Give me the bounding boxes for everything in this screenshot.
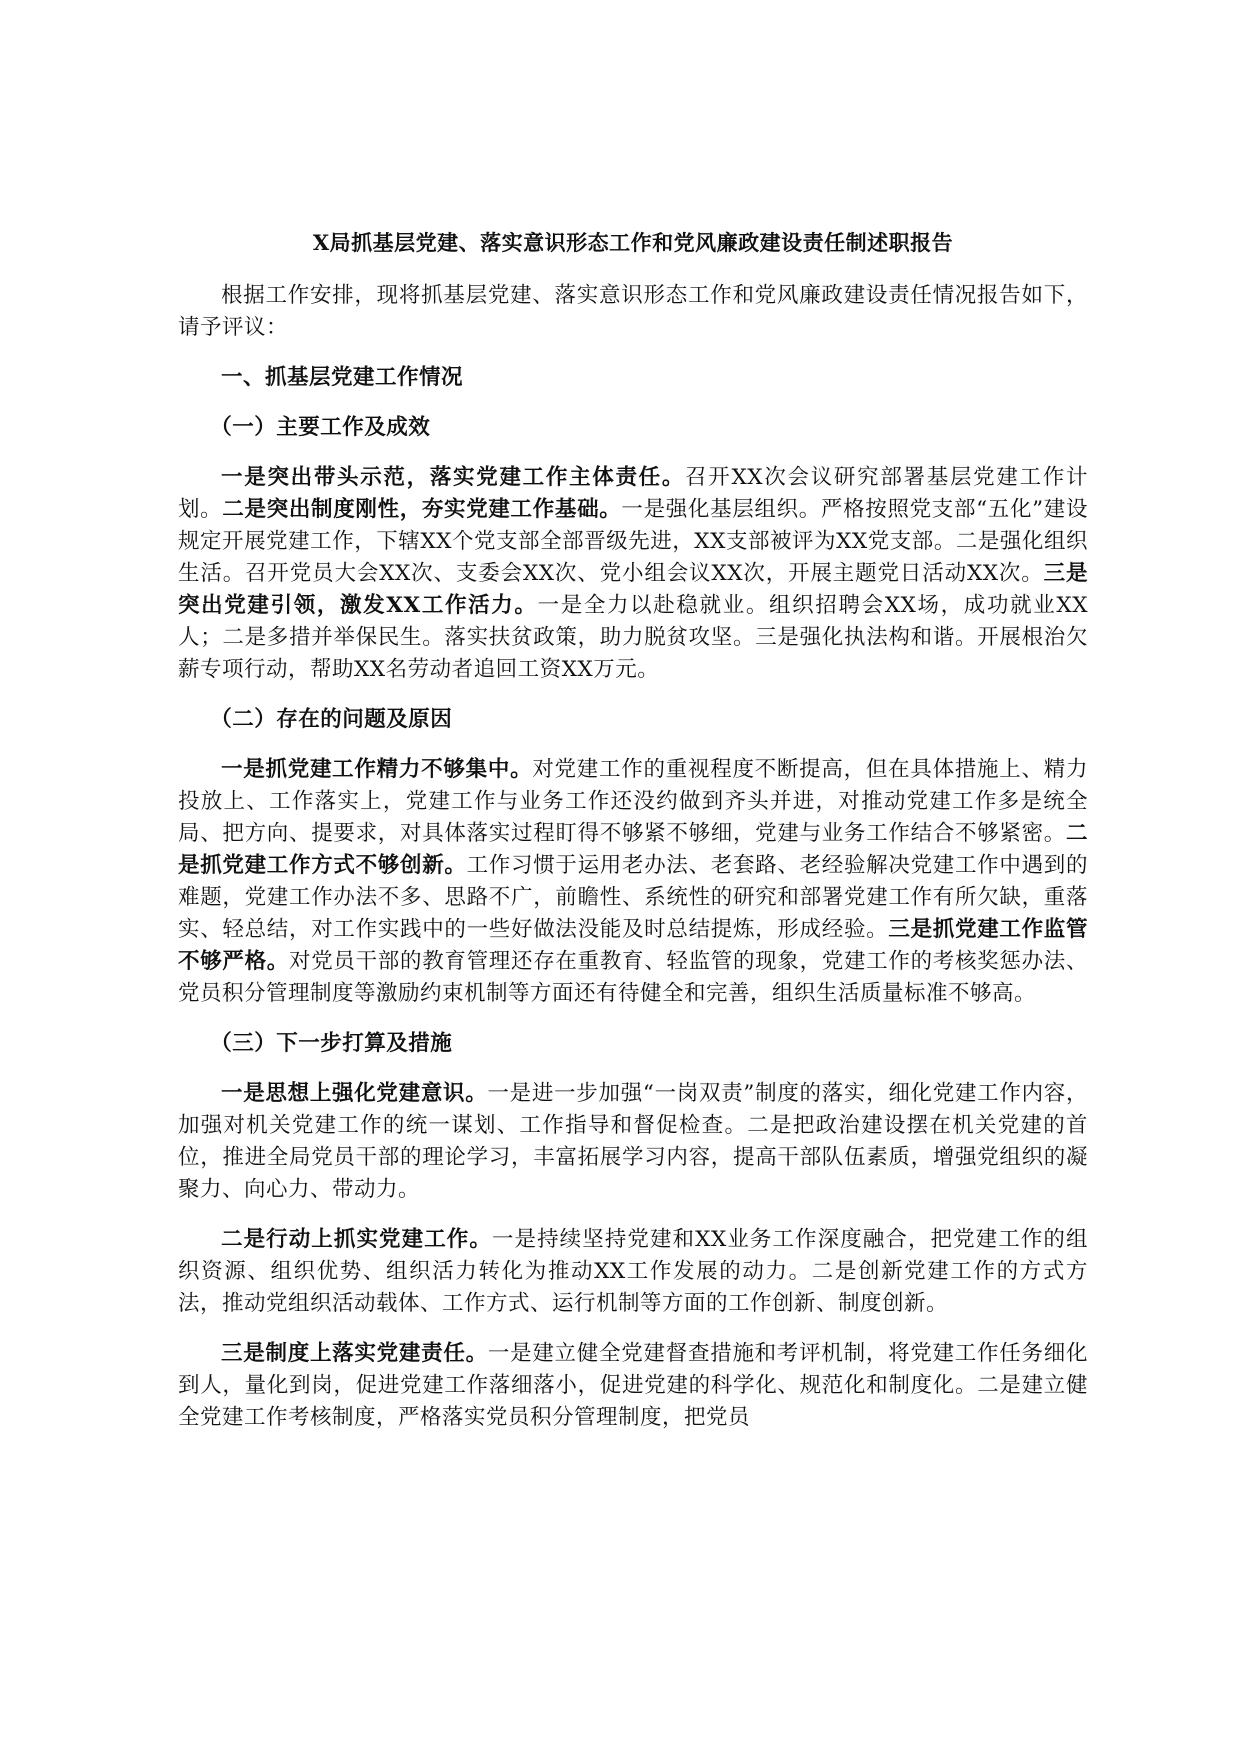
- bold-lead: 三是突出党建引领，激发XX工作活力。: [178, 561, 1088, 618]
- body-text: 一是建立健全党建督查措施和考评机制，将党建工作任务细化到人，量化到岗，促进党建工作落细落小，促进党建的科学化、规范化和制度化。二是建立健全党建工作考核制度，严格落实党员积分管理制度，把党员: [178, 1341, 1088, 1430]
- bold-lead: 三是抓党建工作监管不够严格。: [178, 917, 1088, 974]
- document-body: [178, 228, 1088, 1452]
- bold-lead: 一是抓党建工作精力不够集中。: [221, 757, 533, 782]
- subsection-heading-3: （三）下一步打算及措施: [210, 1031, 453, 1056]
- body-text: 一是强化基层组织。严格按照党支部“五化”建设规定开展党建工作，下辖XX个党支部全部晋级先进，XX支部被评为XX党支部。二是强化组织生活。召开党员大会XX次、支委会XX次、党小组会议XX次，开展主题党日活动XX次。: [178, 497, 1088, 586]
- body-text: 一是进一步加强“一岗双责”制度的落实，细化党建工作内容，加强对机关党建工作的统一谋划、工作指导和督促检查。二是把政治建设摆在机关党建的首位，推进全局党员干部的理论学习，丰富拓展学习内容，提高干部队伍素质，增强党组织的凝聚力、向心力、带动力。: [178, 1081, 1088, 1202]
- bold-lead: 二是行动上抓实党建工作。: [221, 1227, 492, 1252]
- body-text: 一是持续坚持党建和XX业务工作深度融合，把党建工作的组织资源、组织优势、组织活力转化为推动XX工作发展的动力。二是创新党建工作的方式方法，推动党组织活动载体、工作方式、运行机制等方面的工作创新、制度创新。: [178, 1227, 1088, 1316]
- paragraph-plan-3: [178, 1338, 1088, 1434]
- document-title: X局抓基层党建、落实意识形态工作和党风廉政建设责任制述职报告: [312, 230, 954, 255]
- body-text: 对党员干部的教育管理还存在重教育、轻监管的现象，党建工作的考核奖惩办法、党员积分管理制度等激励约束机制等方面还有待健全和完善，组织生活质量标准不够高。: [178, 949, 1088, 1006]
- body-text: 工作习惯于运用老办法、老套路、老经验解决党建工作中遇到的难题，党建工作办法不多、思路不广，前瞻性、系统性的研究和部署党建工作有所欠缺，重落实、轻总结，对工作实践中的一些好做法没能及时总结提炼，形成经验。: [178, 853, 1088, 942]
- bold-lead: 三是制度上落实党建责任。: [221, 1341, 488, 1366]
- section-heading-1: 一、抓基层党建工作情况: [221, 365, 464, 390]
- intro-paragraph: 根据工作安排，现将抓基层党建、落实意识形态工作和党风廉政建设责任情况报告如下，请予评议：: [178, 283, 1088, 340]
- paragraph-main-work: [178, 462, 1088, 686]
- paragraph-plan-1: [178, 1078, 1088, 1206]
- paragraph-problems: [178, 754, 1088, 1010]
- bold-lead: 一是突出带头示范，落实党建工作主体责任。: [221, 465, 686, 490]
- bold-lead: 一是思想上强化党建意识。: [221, 1081, 488, 1106]
- subsection-heading-2: （二）存在的问题及原因: [210, 707, 453, 732]
- body-text: 对党建工作的重视程度不断提高，但在具体措施上、精力投放上、工作落实上，党建工作与业务工作还没约做到齐头并进，对推动党建工作多是统全局、把方向、提要求，对具体落实过程盯得不够紧不够细，党建与业务工作结合不够紧密。: [178, 757, 1088, 846]
- bold-lead: 二是突出制度刚性，夯实党建工作基础。: [222, 497, 622, 522]
- body-text: 一是全力以赴稳就业。组织招聘会XX场，成功就业XX人；二是多措并举保民生。落实扶贫政策，助力脱贫攻坚。三是强化执法构和谐。开展根治欠薪专项行动，帮助XX名劳动者追回工资XX万元。: [178, 593, 1088, 682]
- bold-lead: 二是抓党建工作方式不够创新。: [178, 821, 1088, 878]
- body-text: 召开XX次会议研究部署基层党建工作计划。: [178, 465, 1088, 522]
- subsection-heading-1: （一）主要工作及成效: [210, 415, 431, 440]
- paragraph-plan-2: [178, 1224, 1088, 1320]
